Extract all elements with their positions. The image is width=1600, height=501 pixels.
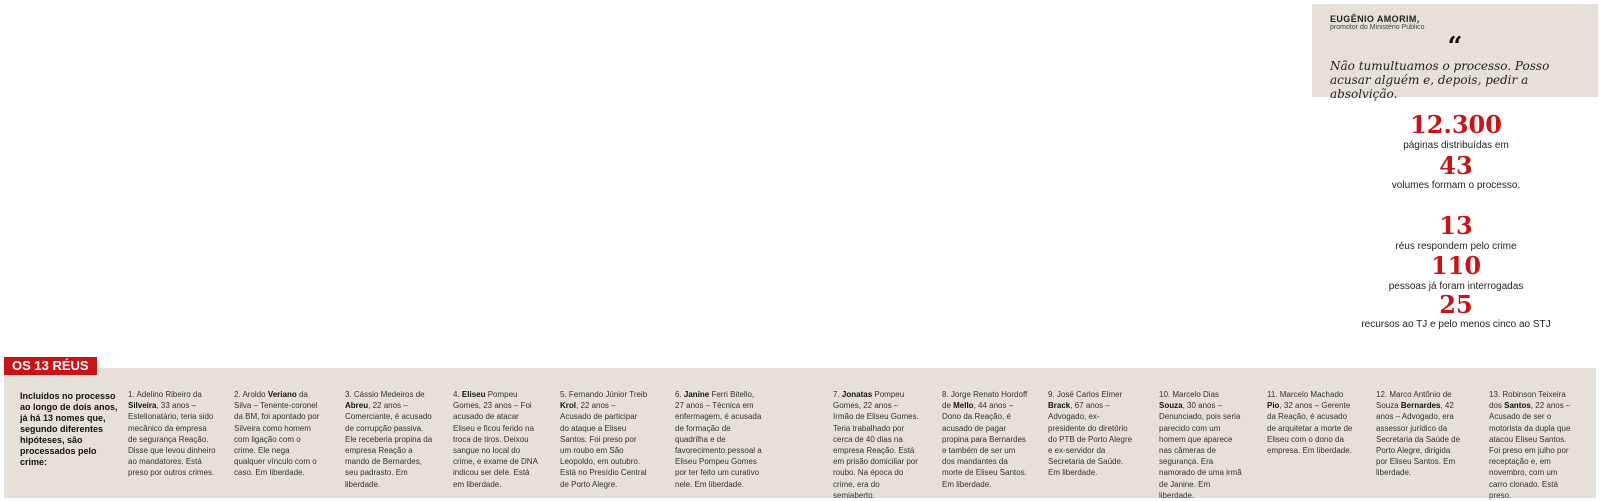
section-title: OS 13 RÉUS bbox=[4, 357, 97, 375]
defendant-item: 11. Marcelo Machado Pio, 32 anos – Gerente da Reação, é acusado de arquitetar a morte de Eliseu com o dono da empresa. Em liberdade. bbox=[1267, 390, 1353, 456]
defendant-name: Mello bbox=[953, 401, 974, 411]
stat-text-appeals: recursos ao TJ e pelo menos cinco ao STJ bbox=[1361, 319, 1551, 330]
stat-number-interrogated: 110 bbox=[1430, 251, 1482, 280]
defendant-name: Pio bbox=[1267, 401, 1280, 411]
stat-text-pages: páginas distribuídas em bbox=[1403, 140, 1509, 151]
defendant-item: 10. Marcelo Dias Souza, 30 anos – Denunciado, pois seria parecido com um homem que aparece nas câmeras de segurança. Era namorado de uma irmã de Janine. Em liberdade. bbox=[1159, 390, 1242, 500]
quote-text: Não tumultuamos o processo. Posso acusar alguém e, depois, pedir a absolvição. bbox=[1330, 59, 1550, 101]
defendant-name: Veriano bbox=[267, 390, 297, 399]
stat-number-pages: 12.300 bbox=[1410, 110, 1502, 139]
stat-text-volumes: volumes formam o processo. bbox=[1391, 180, 1521, 191]
defendant-name: Brack bbox=[1048, 401, 1071, 411]
defendant-item: 8. Jorge Renato Hordoff de Mello, 44 anos – Dono da Reação, é acusado de pagar propina para Bernardes e também de ser um dos mandantes da morte de Eliseu Santos. Em liberdade. bbox=[942, 390, 1028, 489]
defendant-item: 5. Fernando Júnior Treib Krol, 22 anos – Acusado de participar do ataque a Eliseu Santos. Foi preso por um roubo em São Leopoldo, em outubro. Está no Presídio Central de Porto Alegre. bbox=[560, 390, 648, 489]
defendant-item: 6. Janine Ferri Bitello, 27 anos – Técnica em enfermagem, é acusada de formação de quadrilha e de favorecimento pessoal a Eliseu Pompeu Gomes por ter feito um curativo nele. Em liberdade. bbox=[675, 390, 762, 489]
defendant-name: Souza bbox=[1159, 401, 1183, 411]
defendant-item: 13. Robinson Teixeira dos Santos, 22 anos – Acusado de ser o motorista da dupla que atacou Eliseu Santos. Foi preso em julho por receptação e, em novembro, com um carro clonado. Está preso. bbox=[1489, 390, 1571, 500]
section-intro: Incluídos no processo ao longo de dois anos, já há 13 nomes que, segundo diferentes hipóteses, são processados pelo crime: bbox=[20, 391, 118, 467]
defendant-name: Jonatas bbox=[841, 390, 873, 399]
defendant-item: 4. Eliseu Pompeu Gomes, 23 anos – Foi acusado de atacar Eliseu e ficou ferido na troca de tiros. Deixou sangue no local do crime, e exame de DNA indicou ser dele. Está em liberdade. bbox=[453, 390, 538, 489]
quote-mark-icon: “ bbox=[1447, 32, 1463, 62]
defendant-item: 1. Adelino Ribeiro da Silveira, 33 anos – Estelionatário, teria sido mecânico da empresa de segurança Reação. Disse que levou dinheiro ao mandatores. Está preso por outros crimes. bbox=[128, 390, 216, 478]
defendant-item: 12. Marco Antônio de Souza Bernardes, 42 anos – Advogado, era assessor jurídico da Secretaria da Saúde de Porto Alegre, dirigida por Eliseu Santos. Em liberdade. bbox=[1376, 390, 1461, 478]
quote-author: EUGÊNIO AMORIM, bbox=[1330, 14, 1420, 24]
stat-number-appeals: 25 bbox=[1439, 290, 1473, 319]
defendant-item: 2. Aroldo Veriano da Silva – Tenente-coronel da BM, foi apontado por Silveira como homem com ligação com o crime. Ele nega qualquer vínculo com o caso. Em liberdade. bbox=[234, 390, 320, 478]
defendant-name: Abreu bbox=[345, 401, 369, 411]
defendant-name: Bernardes bbox=[1400, 401, 1441, 411]
stat-number-volumes: 43 bbox=[1439, 151, 1473, 180]
defendant-name: Eliseu bbox=[461, 390, 486, 399]
defendant-name: Krol bbox=[560, 401, 576, 411]
defendant-name: Santos bbox=[1504, 401, 1531, 411]
stat-text-interrogated: pessoas já foram interrogadas bbox=[1388, 281, 1524, 292]
defendant-item: 3. Cássio Medeiros de Abreu, 22 anos – Comerciante, é acusado de corrupção passiva. Ele receberia propina da empresa Reação a mando de Bernardes, seu padrasto. Em liberdade. bbox=[345, 390, 433, 489]
defendant-item: 7. Jonatas Pompeu Gomes, 22 anos – Irmão de Eliseu Gomes. Teria trabalhado por cerca de 40 dias na empresa Reação. Está em prisão domiciliar por roubo. Na época do crime, era do semiaberto. bbox=[833, 390, 919, 500]
quote-author-role: promotor do Ministério Público bbox=[1330, 24, 1425, 31]
stat-number-defendants: 13 bbox=[1439, 211, 1473, 240]
defendant-name: Silveira bbox=[128, 401, 157, 411]
quote-box bbox=[1312, 4, 1598, 101]
defendant-name: Janine bbox=[683, 390, 710, 399]
stat-text-defendants: réus respondem pelo crime bbox=[1395, 241, 1517, 252]
defendant-item: 9. José Carlos Elmer Brack, 67 anos – Advogado, ex-presidente do diretório do PTB de Porto Alegre e ex-servidor da Secretaria de Saúde. Em liberdade. bbox=[1048, 390, 1133, 478]
